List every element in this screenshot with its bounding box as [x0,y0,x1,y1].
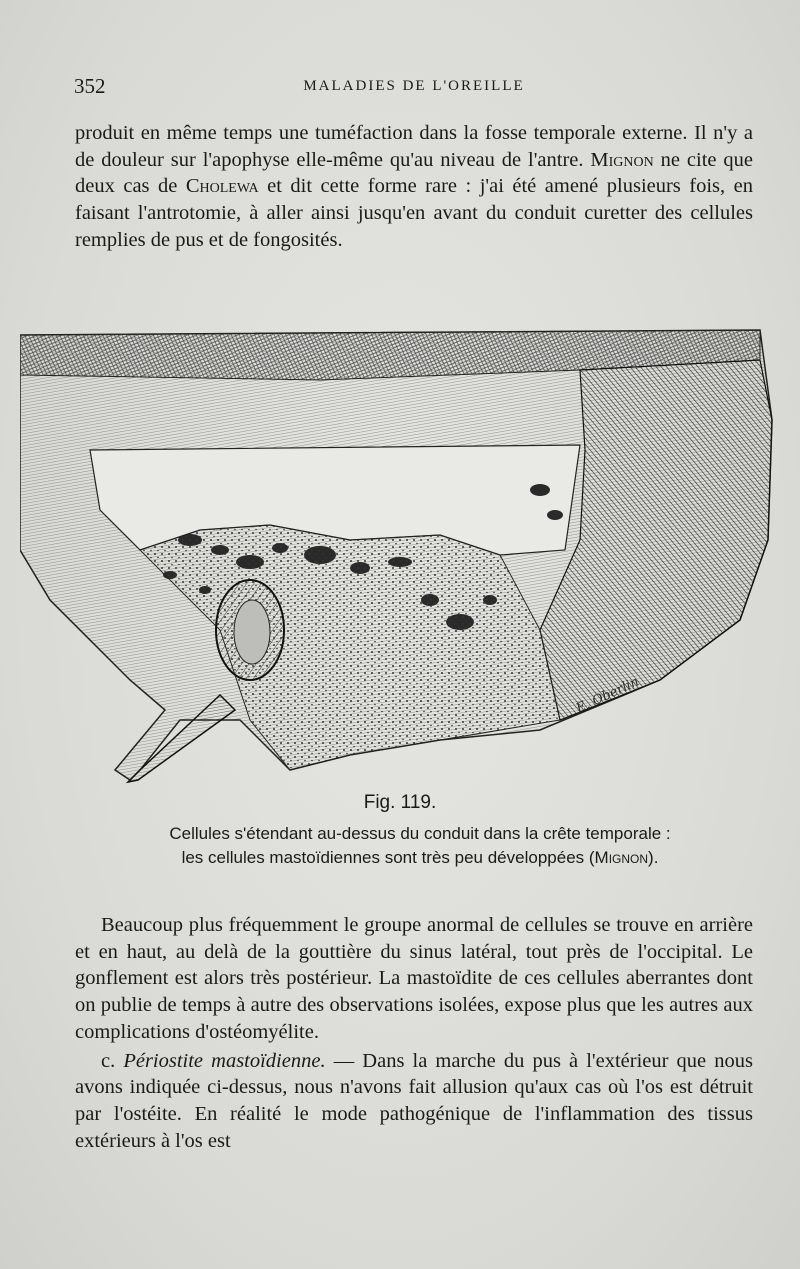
figure-caption [100,822,740,870]
caption-author: Mignon [594,848,649,867]
bone-engraving-figure [20,300,780,795]
page-header [74,74,754,104]
top-paragraph-text: produit en même temps une tuméfaction dans la fosse temporale externe. Il n'y a de douleur sur l'apophyse elle-même qu'au niveau de l'antre. Mignon ne cite que deux cas de Cholewa et dit cette forme rare : j'ai été amené plusieurs fois, en faisant l'antrotomie, à aller ainsi jusqu'en avant du conduit curetter des cellules remplies de pus et de fongosités. [75,122,753,251]
running-title: MALADIES DE L'OREILLE [303,78,525,94]
engraver-signature: E. Oberlin [573,674,642,717]
bottom-text [75,912,753,1154]
paragraph-cellules-aberrantes: Beaucoup plus fréquemment le groupe anormal de cellules se trouve en arrière et en haut, au delà de la gouttière du sinus latéral, tout près de l'occipital. Le gonflement est alors très postérieur. La mastoïdite de ces cellules aberrantes dont on publie de temps à autre des observations isolées, expose plus que les autres aux complications d'ostéomyélite. [75,914,753,1043]
page-number: 352 [74,74,106,98]
section-heading-periostite: Périostite mastoïdienne. [123,1049,326,1072]
author-mignon: Mignon [590,148,654,171]
caption-line-1: Cellules s'étendant au-dessus du conduit dans la crête temporale : [169,824,671,843]
top-paragraph [75,120,753,254]
paragraph-periostite: c. Périostite mastoïdienne. — Dans la marche du pus à l'extérieur que nous avons indiquée ci-dessus, nous n'avons fait allusion qu'aux cas où l'os est détruit par l'ostéite. En réalité le mode pathogénique de l'inflammation des tissus extérieurs à l'os est [75,1049,753,1152]
figure-label: Fig. 119. [363,792,437,813]
caption-line-2: les cellules mastoïdiennes sont très peu développées (Mignon). [181,848,659,867]
author-cholewa: Cholewa [185,175,259,198]
